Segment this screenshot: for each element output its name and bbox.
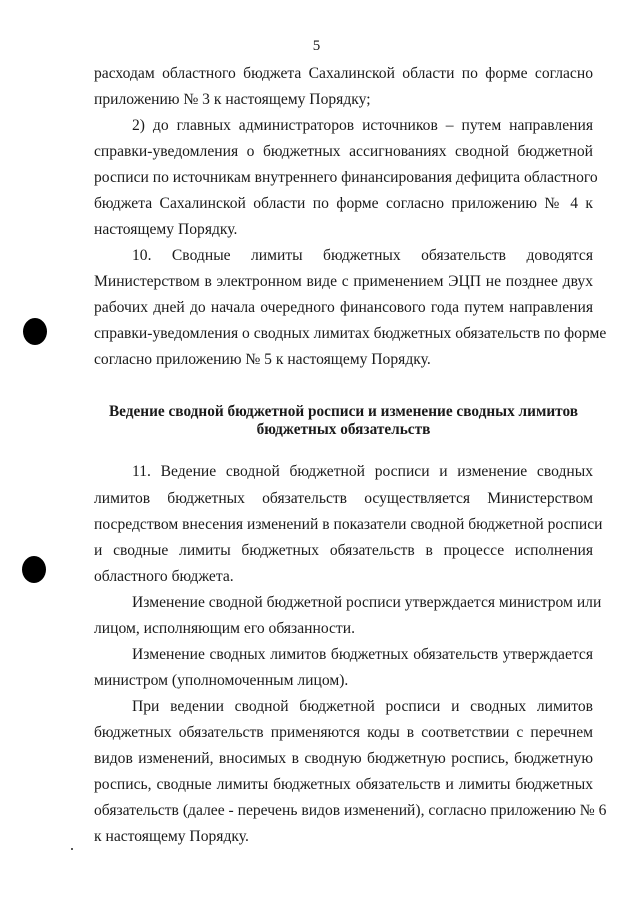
text-line: 2) до главных администраторов источников – путем направления — [132, 117, 593, 134]
text-line: Изменение сводной бюджетной росписи утверждается министром или — [132, 594, 602, 611]
text-line: рабочих дней до начала очередного финансового года путем направления — [94, 299, 593, 316]
text-line: справки-уведомления о сводных лимитах бюджетных обязательств по форме — [94, 325, 607, 342]
text-line: При ведении сводной бюджетной росписи и сводных лимитов — [132, 698, 593, 715]
punch-hole-mark — [22, 556, 46, 583]
text-line: и сводные лимиты бюджетных обязательств в процессе исполнения — [94, 542, 593, 559]
text-line: областного бюджета. — [94, 568, 234, 585]
text-line: 11. Ведение сводной бюджетной росписи и изменение сводных — [132, 463, 593, 480]
text-line: справки-уведомления о бюджетных ассигнованиях сводной бюджетной — [94, 143, 593, 160]
page-number: 5 — [312, 38, 321, 54]
text-line: 10. Сводные лимиты бюджетных обязательств доводятся — [132, 247, 593, 264]
section-heading: Ведение сводной бюджетной росписи и изменение сводных лимитов — [108, 403, 579, 420]
text-line: лимитов бюджетных обязательств осуществляется Министерством — [94, 490, 593, 507]
text-line: росписи по источникам внутреннего финансирования дефицита областного — [94, 169, 598, 186]
text-line: обязательств (далее - перечень видов изменений), согласно приложению № 6 — [94, 802, 607, 819]
text-line: к настоящему Порядку. — [94, 828, 249, 845]
text-line: лицом, исполняющим его обязанности. — [94, 620, 355, 637]
text-line: роспись, сводные лимиты бюджетных обязательств и лимиты бюджетных — [94, 776, 593, 793]
text-line: министром (уполномоченным лицом). — [94, 672, 349, 689]
section-heading: бюджетных обязательств — [256, 421, 431, 438]
text-line: бюджетных обязательств применяются коды в соответствии с перечнем — [94, 724, 593, 741]
text-line: видов изменений, вносимых в сводную бюджетную роспись, бюджетную — [94, 750, 593, 767]
text-line: согласно приложению № 5 к настоящему Порядку. — [94, 351, 431, 368]
text-line: бюджета Сахалинской области по форме согласно приложению № 4 к — [94, 195, 593, 212]
text-line: настоящему Порядку. — [94, 221, 238, 238]
text-line: расходам областного бюджета Сахалинской области по форме согласно — [94, 65, 593, 82]
text-line: посредством внесения изменений в показатели сводной бюджетной росписи — [94, 516, 603, 533]
text-line: приложению № 3 к настоящему Порядку; — [94, 91, 371, 108]
text-line: Изменение сводных лимитов бюджетных обязательств утверждается — [132, 646, 593, 663]
text-line: Министерством в электронном виде с применением ЭЦП не позднее двух — [94, 273, 593, 290]
scan-speck — [71, 848, 73, 850]
punch-hole-mark — [23, 318, 47, 345]
